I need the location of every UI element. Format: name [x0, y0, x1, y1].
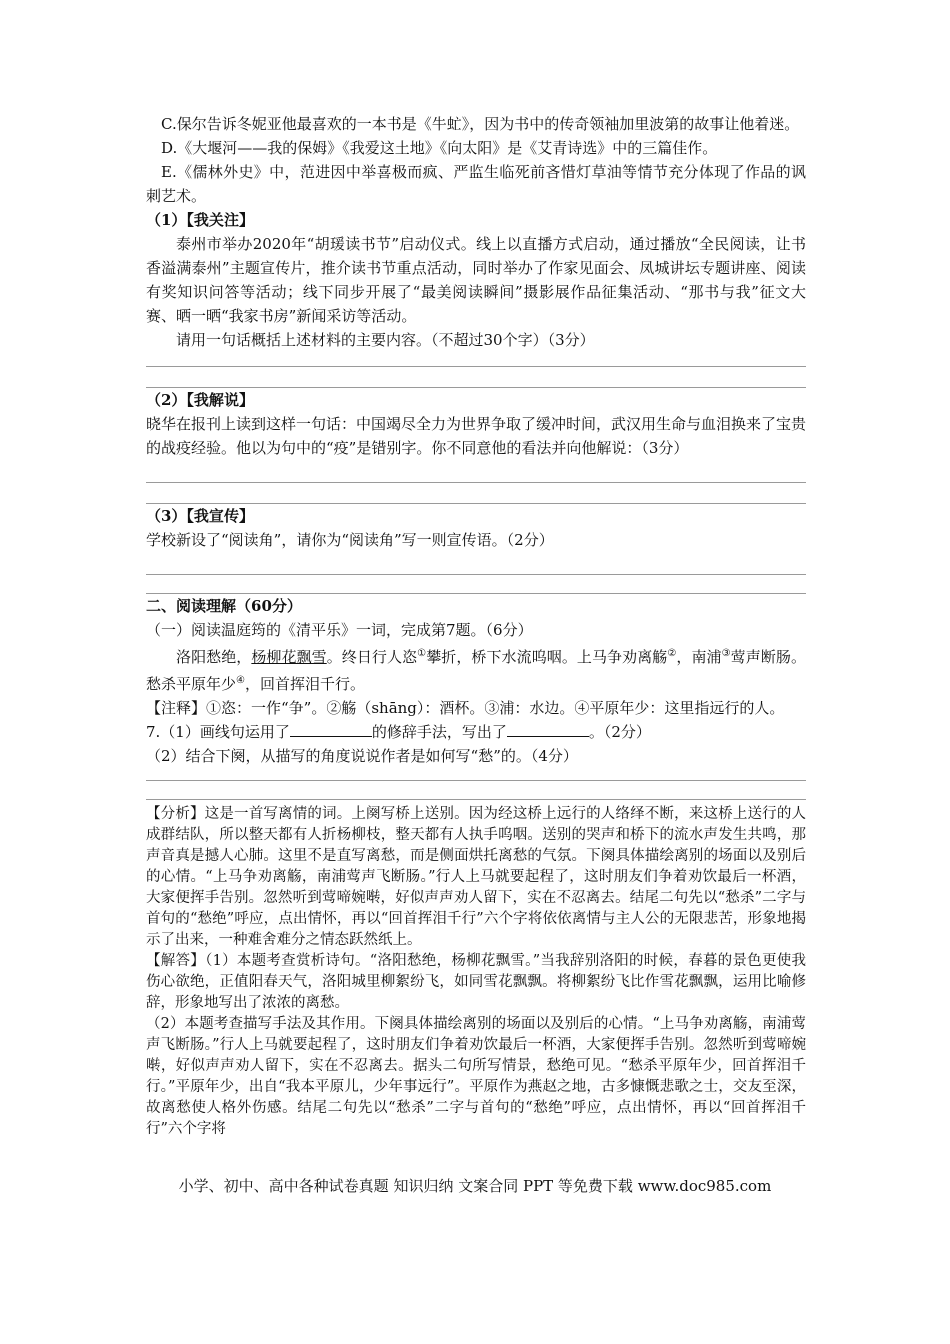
- answer-text-2: （2）本题考查描写手法及其作用。下阕具体描绘离别的场面以及别后的心情。“上马争劝离觞，南浦莺声飞断肠。”行人上马就要起程了，这时朋友们争着劝饮最后一杯酒，大家便挥手告别。忽然听到莺啼婉啭，好似声声劝人留下，实在不忍离去。据头二句所写情景，愁绝可见。“愁杀平原年少，回首挥泪千行。”平原年少，出自“我本平原儿，少年事远行”。平原作为燕赵之地，古多慷慨悲歌之士，交友至深，故离愁使人格外伤感。结尾二句先以“愁杀”二字与首句的“愁绝”呼应，点出情怀，再以“回首挥泪千行”六个字将: [146, 1016, 806, 1137]
- answer-text-1: 【解答】（1）本题考查赏析诗句。“洛阳愁绝，杨柳花飘雪。”当我辞别洛阳的时候，春暮的景色更使我伤心欲绝，正值阳春天气，洛阳城里柳絮纷飞，如同雪花飘飘。将柳絮纷飞比作雪花飘飘，运用比喻修辞，形象地写出了浓浓的离愁。: [146, 953, 806, 1011]
- section2-heading: 二、阅读理解（60分）: [146, 597, 302, 615]
- q7-part2: （2）结合下阕，从描写的角度说说作者是如何写“愁”的。（4分）: [146, 747, 578, 765]
- q7-part1: 7.（1）画线句运用了 的修辞手法，写出了 。（2分）: [146, 723, 651, 741]
- analysis-text: 【分析】这是一首写离情的词。上阕写桥上送别。因为经这桥上远行的人络绎不断，来这桥上送行的人成群结队，所以整天都有人折杨柳枝，整天都有人执手呜咽。送别的哭声和桥下的流水声发生共鸣，那声音真是撼人心肺。这里不是直写离愁，而是侧面烘托离愁的气氛。下阕具体描绘离别的场面以及别后的心情。“上马争劝离觞，南浦莺声飞断肠。”行人上马就要起程了，这时朋友们争着劝饮最后一杯酒，大家便挥手告别。忽然听到莺啼婉啭，好似声声劝人留下，实在不忍离去。结尾二句先以“愁杀”二字与首句的“愁绝”呼应，点出情怀，再以“回首挥泪千行”六个字将依依离情与主人公的无限悲苦，形象地揭示了出来，一种难舍难分之情态跃然纸上。: [146, 806, 806, 948]
- q1-passage: 泰州市举办2020年“胡瑗读书节”启动仪式。线上以直播方式启动，通过播放“全民阅读，让书香溢满泰州”主题宣传片，推介读书节重点活动，同时举办了作家见面会、凤城讲坛专题讲座、阅读有奖知识问答等活动；线下同步开展了“最美阅读瞬间”摄影展作品征集活动、“那书与我”征文大赛、晒一晒“我家书房”新闻采访等活动。: [146, 235, 806, 325]
- page-footer: 小学、初中、高中各种试卷真题 知识归纳 文案合同 PPT 等免费下载 www.doc985.com: [178, 1177, 772, 1195]
- fill-blank[interactable]: [290, 722, 372, 737]
- option-c: C.保尔告诉冬妮亚他最喜欢的一本书是《牛虻》，因为书中的传奇领袖加里波第的故事让他着迷。: [161, 115, 800, 133]
- poem-notes: 【注释】①恣：一作“争”。②觞（shāng）：酒杯。③浦：水边。④平原年少：这里指远行的人。: [146, 699, 785, 717]
- section2-intro: （一）阅读温庭筠的《清平乐》一词，完成第7题。（6分）: [146, 621, 533, 639]
- q2-text: 晓华在报刊上读到这样一句话：中国竭尽全力为世界争取了缓冲时间，武汉用生命与血泪换来了宝贵的战疫经验。他以为句中的“疫”是错别字。你不同意他的看法并向他解说：（3分）: [146, 415, 807, 457]
- q2-heading: （2）【我解说】: [146, 391, 254, 409]
- page-content: [146, 112, 806, 1140]
- option-e: E.《儒林外史》中，范进因中举喜极而疯、严监生临死前吝惜灯草油等情节充分体现了作品的讽刺艺术。: [146, 163, 806, 205]
- q1-prompt: 请用一句话概括上述材料的主要内容。（不超过30个字）（3分）: [176, 331, 595, 349]
- option-d: D.《大堰河——我的保姆》《我爱这土地》《向太阳》是《艾青诗选》中的三篇佳作。: [161, 139, 718, 157]
- q3-text: 学校新设了“阅读角”，请你为“阅读角”写一则宣传语。（2分）: [146, 531, 554, 549]
- q3-heading: （3）【我宣传】: [146, 507, 254, 525]
- q1-heading: （1）【我关注】: [146, 211, 254, 229]
- underlined-line: 杨柳花飘雪: [251, 648, 327, 666]
- poem-text: 洛阳愁绝，杨柳花飘雪。终日行人恣①攀折，桥下水流呜咽。上马争劝离觞②，南浦③莺声断肠。愁杀平原年少④，回首挥泪千行。: [146, 648, 806, 693]
- fill-blank[interactable]: [507, 722, 589, 737]
